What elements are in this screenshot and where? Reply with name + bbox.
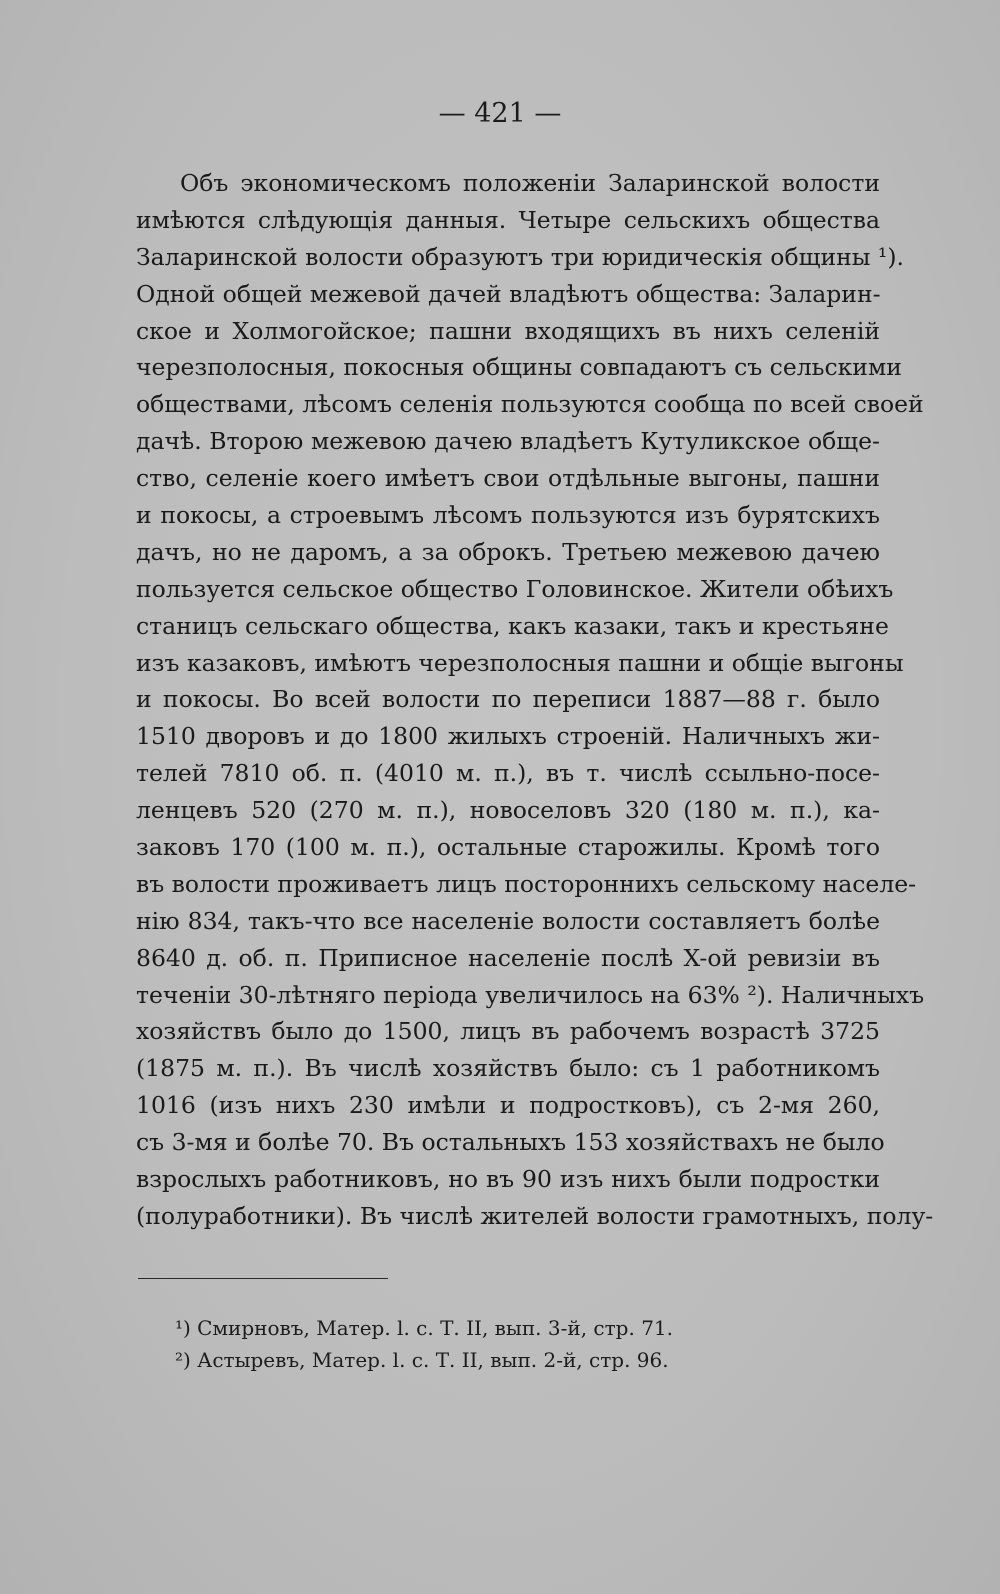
page-number: — 421 — (438, 98, 562, 129)
text-line: ское и Холмогойское; пашни входящихъ въ нихъ селеній (136, 316, 880, 345)
footnotes (175, 1312, 875, 1376)
footnote-divider (138, 1278, 388, 1279)
text-line: заковъ 170 (100 м. п.), остальные старожилы. Кромѣ того (136, 833, 880, 862)
text-line: хозяйствъ было до 1500, лицъ въ рабочемъ возрастѣ 3725 (136, 1017, 880, 1046)
text-line: и покосы. Во всей волости по переписи 1887—88 г. было (136, 685, 880, 714)
text-line: 8640 д. об. п. Приписное населеніе послѣ X-ой ревизіи въ (136, 943, 880, 972)
text-line: телей 7810 об. п. (4010 м. п.), въ т. числѣ ссыльно-посе- (136, 759, 880, 788)
footnote-1: ¹) Смирновъ, Матер. l. c. Т. II, вып. 3-й, стр. 71. (175, 1316, 673, 1340)
footnote-2: ²) Астыревъ, Матер. l. c. Т. II, вып. 2-й, стр. 96. (175, 1348, 669, 1372)
text-line: изъ казаковъ, имѣютъ черезполосныя пашни и общіе выгоны (136, 648, 904, 677)
text-line: 1016 (изъ нихъ 230 имѣли и подростковъ), съ 2-мя 260, (136, 1091, 880, 1120)
text-line: (1875 м. п.). Въ числѣ хозяйствъ было: съ 1 работникомъ (136, 1054, 880, 1083)
text-line: обществами, лѣсомъ селенія пользуются сообща по всей своей (136, 390, 924, 419)
text-line: нію 834, такъ-что все населеніе волости составляетъ болѣе (136, 906, 880, 935)
body-text (136, 165, 934, 1235)
text-line: въ волости проживаетъ лицъ постороннихъ сельскому населе- (136, 869, 917, 898)
text-line: (полуработники). Въ числѣ жителей волости грамотныхъ, полу- (136, 1201, 934, 1230)
text-line: теченіи 30-лѣтняго періода увеличилось на 63% ²). Наличныхъ (136, 980, 925, 1009)
text-line: и покосы, а строевымъ лѣсомъ пользуются изъ бурятскихъ (136, 501, 880, 530)
text-line: ство, селеніе коего имѣетъ свои отдѣльные выгоны, пашни (136, 464, 880, 493)
text-line: Заларинской волости образуютъ три юридическія общины ¹). (136, 242, 904, 271)
text-line: Одной общей межевой дачей владѣютъ общества: Заларин- (136, 279, 881, 308)
text-line: дачѣ. Второю межевою дачею владѣетъ Кутуликское обще- (136, 427, 880, 456)
text-line: станицъ сельскаго общества, какъ казаки, такъ и крестьяне (136, 611, 889, 640)
text-line: пользуется сельское общество Головинское. Жители обѣихъ (136, 574, 894, 603)
text-line: взрослыхъ работниковъ, но въ 90 изъ нихъ были подростки (136, 1165, 880, 1194)
text-line: имѣются слѣдующія данныя. Четыре сельскихъ общества (136, 205, 880, 234)
text-line: дачъ, но не даромъ, а за оброкъ. Третьею межевою дачею (136, 537, 880, 566)
text-line: черезполосныя, покосныя общины совпадаютъ съ сельскими (136, 353, 902, 382)
text-line: 1510 дворовъ и до 1800 жилыхъ строеній. Наличныхъ жи- (136, 722, 880, 751)
text-line: съ 3-мя и болѣе 70. Въ остальныхъ 153 хозяйствахъ не было (136, 1128, 885, 1157)
text-line: Объ экономическомъ положеніи Заларинской волости (180, 169, 880, 197)
text-line: ленцевъ 520 (270 м. п.), новоселовъ 320 (180 м. п.), ка- (136, 796, 880, 825)
